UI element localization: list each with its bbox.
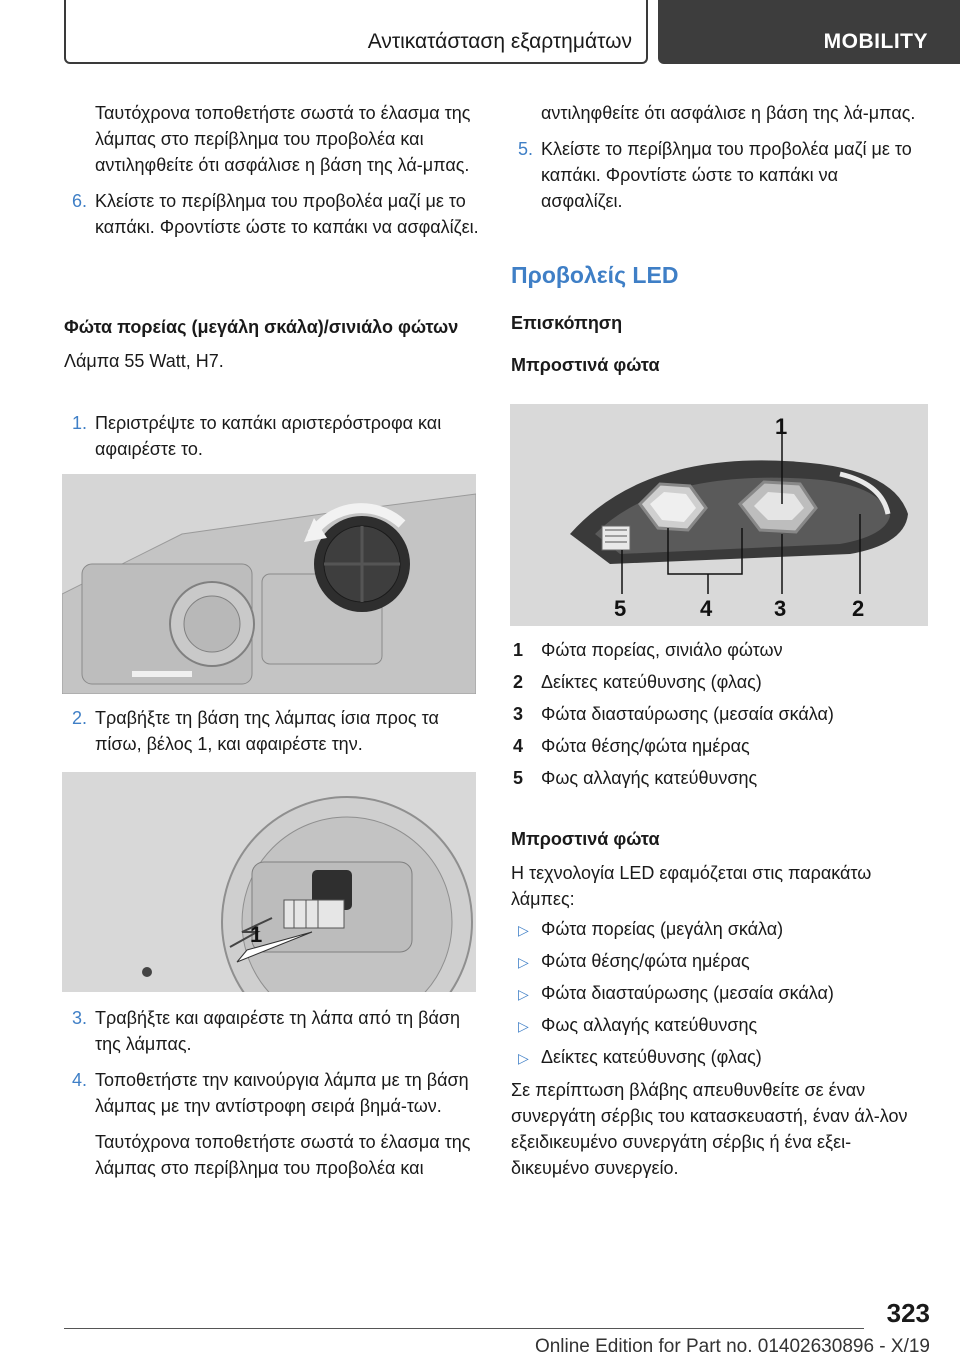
page-number: 323 [886,1298,930,1328]
figure-remove-cap [62,474,476,694]
figure-pull-bulb-holder [62,772,476,992]
bullet-item [518,1012,921,1038]
overview-heading: Επισκόπηση [511,313,623,333]
header-brand-box [658,0,960,64]
triangle-right-icon: ▷ [518,954,529,970]
callout-1: 1 [775,414,788,439]
step-4-extra: Ταυτόχρονα τοποθετήστε σωστά το έλασμα της λάμπας στο περίβλημα του προβολέα και [95,1132,471,1178]
step-1 [72,410,480,462]
step-3-text: Τραβήξτε και αφαιρέστε τη λάπα από τη βάση της λάμπας. [95,1008,461,1054]
bullet-text: Φώτα διασταύρωσης (μεσαία σκάλα) [541,983,834,1003]
legend-num: 2 [513,672,524,692]
triangle-right-icon: ▷ [518,1018,529,1034]
callout-4: 4 [700,596,713,621]
triangle-right-icon: ▷ [518,1050,529,1066]
bullet-item [518,1044,921,1070]
bullet-text: Φως αλλαγής κατεύθυνσης [541,1015,758,1035]
right-column-top [518,100,921,214]
figure-led-headlight [510,404,928,626]
step-2-text: Τραβήξτε τη βάση της λάμπας ίσια προς τα πίσω, βέλος 1, και αφαιρέστε την. [95,708,439,754]
step-4-text: Τοποθετήστε την καινούργια λάμπα με τη βάση λάμπας με την αντίστροφη σειρά βημά‐των. [95,1070,469,1116]
step-4 [72,1067,480,1181]
steps-3-4 [72,1005,480,1181]
bullet-text: Φώτα θέσης/φώτα ημέρας [541,951,750,971]
closing-paragraph-box [511,1077,921,1181]
step-2 [72,705,480,757]
front-lights-heading: Μπροστινά φώτα [511,355,660,375]
step-6 [72,188,485,240]
led-description [511,826,921,912]
figure-led-drawing [510,404,928,626]
callout-5: 5 [614,596,627,621]
callout-3: 3 [774,596,787,621]
step-5 [518,136,921,214]
bullet-text: Δείκτες κατεύθυνσης (φλας) [541,1047,762,1067]
bullet-item [518,916,921,942]
step-3 [72,1005,480,1057]
closing-paragraph: Σε περίπτωση βλάβης απευθυνθείτε σε έναν συνεργάτη σέρβις του κατασκευαστή, έναν άλ‐λον εξειδικευμένο συνεργάτη σέρβις ή ένα εξει‐δικευμένο συνεργείο. [511,1080,908,1178]
triangle-right-icon: ▷ [518,922,529,938]
led-bullet-list [518,916,921,1070]
lamp-spec: Λάμπα 55 Watt, H7. [64,351,224,371]
heading-led: Προβολείς LED [511,262,679,288]
section-title: Αντικατάσταση εξαρτημάτων [367,30,632,53]
step-5-text: Κλείστε το περίβλημα του προβολέα μαζί με το καπάκι. Φροντίστε ώστε το καπάκι να ασφαλίζει. [541,139,912,211]
figure-pull-bulb-drawing [62,772,476,992]
legend-text: Φώτα θέσης/φώτα ημέρας [541,736,750,756]
step-6-number: 6. [72,191,88,211]
legend-num: 4 [513,736,524,756]
footer-edition: Online Edition for Part no. 01402630896 - X/19 [534,1336,930,1357]
step-5-number: 5. [518,139,534,159]
legend-text: Φως αλλαγής κατεύθυνσης [541,768,758,788]
continued-paragraph: αντιληφθείτε ότι ασφάλισε η βάση της λά‐μπας. [541,103,916,123]
triangle-right-icon: ▷ [518,986,529,1002]
legend-text: Φώτα πορείας, σινιάλο φώτων [541,640,783,660]
led-section-head [511,262,921,378]
step-2-number: 2. [72,708,88,728]
step-6-text: Κλείστε το περίβλημα του προβολέα μαζί με το καπάκι. Φροντίστε ώστε το καπάκι να ασφαλίζει. [95,191,479,237]
legend-num: 3 [513,704,524,724]
bullet-item [518,948,921,974]
legend-list [513,640,923,800]
subhead-high-beam: Φώτα πορείας (μεγάλη σκάλα)/σινιάλο φώτων [64,317,459,337]
legend-text: Δείκτες κατεύθυνσης (φλας) [541,672,762,692]
callout-2: 2 [852,596,865,621]
intro-paragraph: Ταυτόχρονα τοποθετήστε σωστά το έλασμα της λάμπας στο περίβλημα του προβολέα και αντιληφθείτε ότι ασφάλισε η βάση της λά‐μπας. [95,103,471,175]
bullet-text: Φώτα πορείας (μεγάλη σκάλα) [541,919,784,939]
legend-num: 5 [513,768,524,788]
left-subsection [64,314,474,374]
header-section-box [64,0,648,64]
footer-divider [64,1328,864,1329]
front-lights-heading-2: Μπροστινά φώτα [511,829,660,849]
bullet-item [518,980,921,1006]
step-1-number: 1. [72,413,88,433]
step-1-text: Περιστρέψτε το καπάκι αριστερόστροφα και αφαιρέστε το. [95,413,442,459]
figure-2-callout-1: 1 [250,922,263,947]
led-intro: Η τεχνολογία LED εφαμόζεται στις παρακάτω λάμπες: [511,863,872,909]
step-4-number: 4. [72,1070,88,1090]
left-column-top [72,100,485,240]
figure-remove-cap-drawing [62,474,476,694]
legend-num: 1 [513,640,524,660]
step-3-number: 3. [72,1008,88,1028]
brand-label: MOBILITY [823,30,928,53]
legend-text: Φώτα διασταύρωσης (μεσαία σκάλα) [541,704,834,724]
